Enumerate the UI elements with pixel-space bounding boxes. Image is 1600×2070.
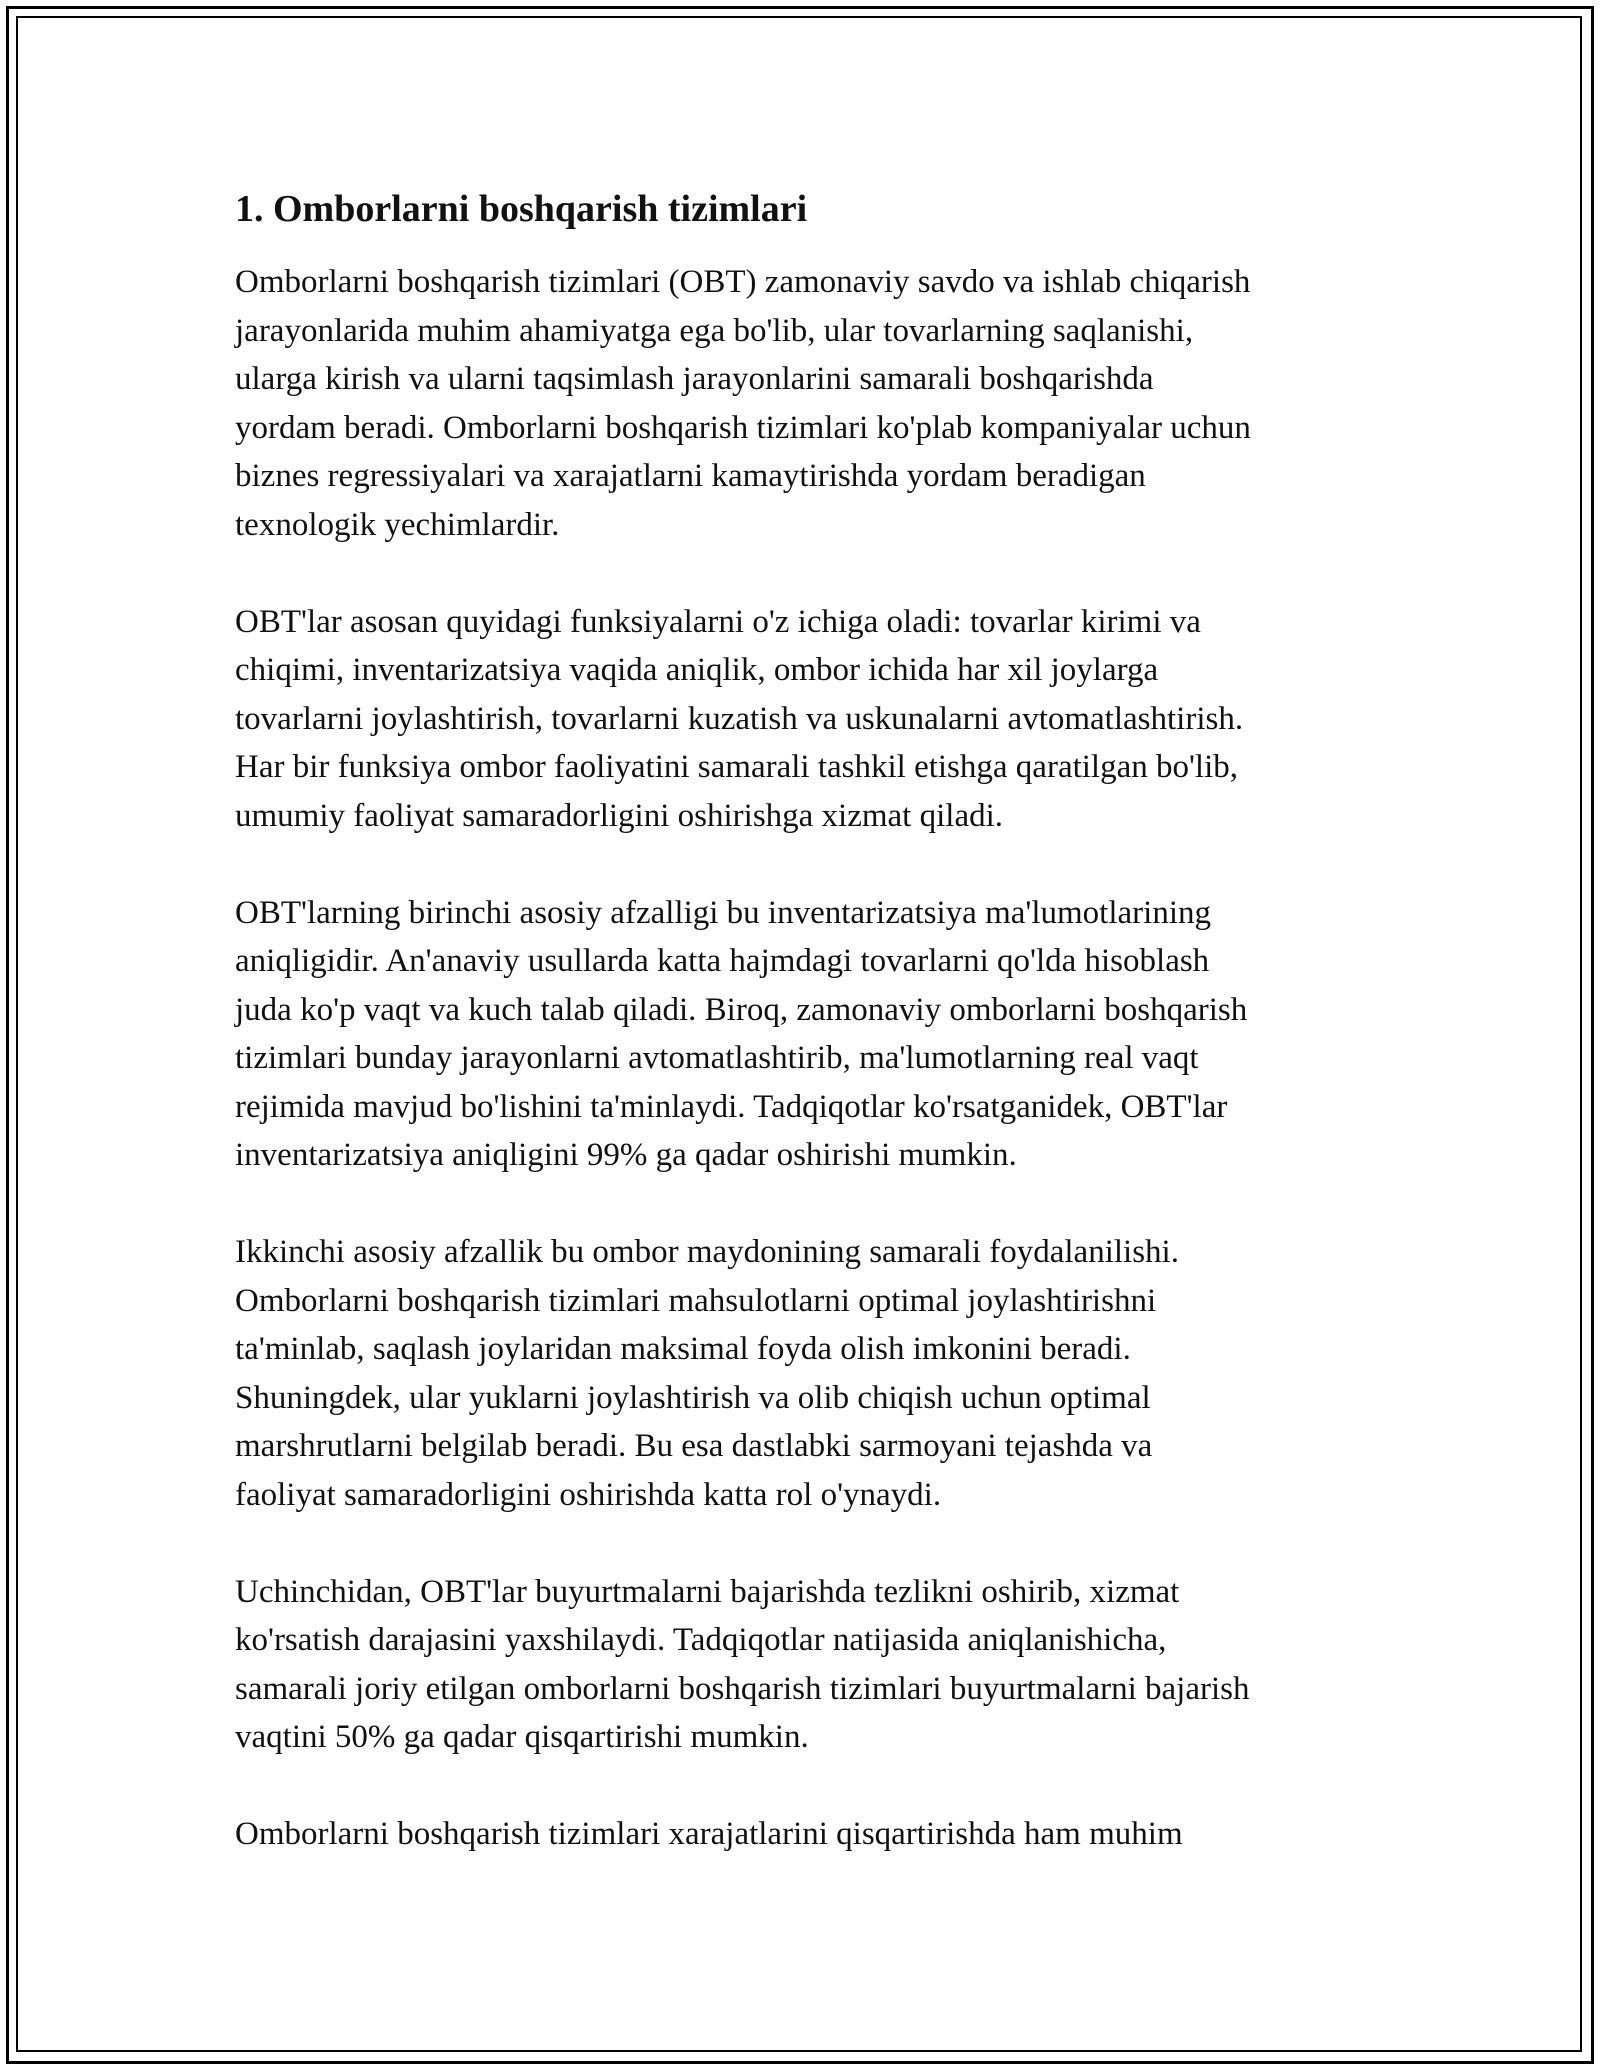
paragraph-third-advantage: Uchinchidan, OBT'lar buyurtmalarni bajarishda tezlikni oshirib, xizmat ko'rsatish darajasini yaxshilaydi. Tadqiqotlar natijasida aniqlanishicha, samarali joriy etilgan omborlarni boshqarish tizimlari buyurtmalarni bajarish vaqtini 50% ga qadar qisqartirishi mumkin. [235, 1573, 1250, 1755]
paragraph-cost-reduction: Omborlarni boshqarish tizimlari xarajatlarini qisqartirishda ham muhim [235, 1816, 1183, 1852]
section-title: 1. Omborlarni boshqarish tizimlari [235, 188, 808, 230]
paragraph-second-advantage: Ikkinchi asosiy afzallik bu ombor maydonining samarali foydalanilishi. Omborlarni boshqarish tizimlari mahsulotlarni optimal joylashtirishni ta'minlab, saqlash joylaridan maksimal foyda olish imkonini beradi. Shuningdek, ular yuklarni joylashtirish va olib chiqish uchun optimal marshrutlarni belgilab beradi. Bu esa dastlabki sarmoyani tejashda va faoliyat samaradorligini oshirishda katta rol o'ynaydi. [235, 1234, 1179, 1513]
document-body [235, 185, 1380, 1907]
paragraph-functions: OBT'lar asosan quyidagi funksiyalarni o'z ichiga oladi: tovarlar kirimi va chiqimi, inventarizatsiya vaqida aniqlik, ombor ichida har xil joylarga tovarlarni joylashtirish, tovarlarni kuzatish va uskunalarni avtomatlashtirish. Har bir funksiya ombor faoliyatini samarali tashkil etishga qaratilgan bo'lib, umumiy faoliyat samaradorligini oshirishga xizmat qiladi. [235, 603, 1244, 834]
paragraph-first-advantage: OBT'larning birinchi asosiy afzalligi bu inventarizatsiya ma'lumotlarining aniqligidir. An'anaviy usullarda katta hajmdagi tovarlarni qo'lda hisoblash juda ko'p vaqt va kuch talab qiladi. Biroq, zamonaviy omborlarni boshqarish tizimlari bunday jarayonlarni avtomatlashtirib, ma'lumotlarning real vaqt rejimida mavjud bo'lishini ta'minlaydi. Tadqiqotlar ko'rsatganidek, OBT'lar inventarizatsiya aniqligini 99% ga qadar oshirishi mumkin. [235, 894, 1248, 1173]
paragraph-intro: Omborlarni boshqarish tizimlari (OBT) zamonaviy savdo va ishlab chiqarish jarayonlarida muhim ahamiyatga ega bo'lib, ular tovarlarning saqlanishi, ularga kirish va ularni taqsimlash jarayonlarini samarali boshqarishda yordam beradi. Omborlarni boshqarish tizimlari ko'plab kompaniyalar uchun biznes regressiyalari va xarajatlarni kamaytirishda yordam beradigan texnologik yechimlardir. [235, 264, 1251, 543]
